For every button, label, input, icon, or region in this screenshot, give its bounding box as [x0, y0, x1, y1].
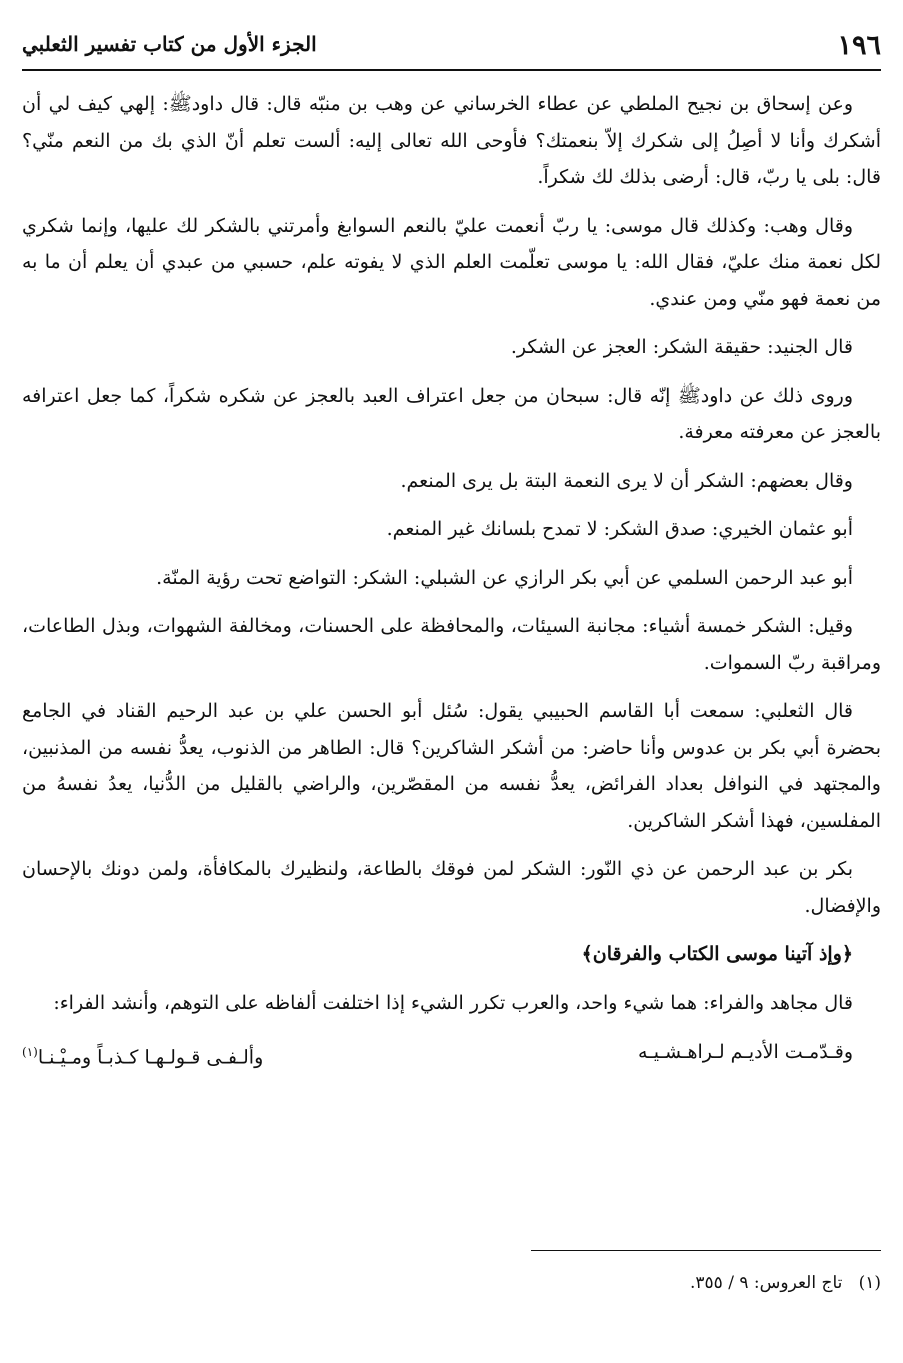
paragraph: بكر بن عبد الرحمن عن ذي النّور: الشكر لمن فوقك بالطاعة، ولنظيرك بالمكافأة، ولمن دونك بالإحسان والإفضال.	[22, 858, 881, 917]
paragraph: قال الثعلبي: سمعت أبا القاسم الحبيبي يقول: سُئل أبو الحسن علي بن عبد الرحيم القناد في الجامع بحضرة أبي بكر بن عدوس وأنا حاضر: من أشكر الشاكرين؟ قال: الطاهر من الذنوب، يعدُّ نفسه من المذنبين، والمجتهد في النوافل بعداد الفرائض، يعدُّ نفسه من المقصّرين، والراضي بالقليل من الدُّنيا، يعدُ نفسهُ من المفلسين، فهذا أشكر الشاكرين.	[22, 700, 881, 832]
footnote-marker: (١)	[22, 1045, 38, 1059]
header-rule	[22, 69, 881, 71]
footnote-rule	[531, 1250, 881, 1251]
paragraph: وقيل: الشكر خمسة أشياء: مجانبة السيئات، والمحافظة على الحسنات، ومخالفة الشهوات، وبذل الطاعات، ومراقبة ربّ السموات.	[22, 615, 881, 674]
paragraph: قال مجاهد والفراء: هما شيء واحد، والعرب تكرر الشيء إذا اختلفت ألفاظه على التوهم، وأنشد الفراء:	[53, 991, 853, 1014]
page-body	[22, 86, 881, 1076]
footnote-text: تاج العروس: ٩ / ٣٥٥.	[689, 1273, 843, 1293]
poem-second-hemistich-text: وألـفـى قـولـهـا كـذبـاً ومـيْـنـا	[37, 1046, 264, 1069]
paragraph: وعن إسحاق بن نجيح الملطي عن عطاء الخرساني عن وهب بن منبّه قال: قال داودﷺ: إلهي كيف لي أن أشكرك وأنا لا أصِلُ إلى شكرك إلاّ بنعمتك؟ فأوحى الله تعالى إليه: ألست تعلم أنّ الذي بك من النعم منّي؟ قال: بلى يا ربّ، قال: أرضى بذلك لك شكراً.	[22, 93, 881, 188]
paragraph: وقال بعضهم: الشكر أن لا يرى النعمة البتة بل يرى المنعم.	[400, 469, 853, 492]
page-header	[22, 30, 881, 68]
paragraph: وروى ذلك عن داودﷺ إنّه قال: سبحان من جعل اعتراف العبد بالعجز عن شكره شكراً، كما جعل اعترافه بالعجز عن معرفته معرفة.	[22, 384, 881, 443]
paragraph: قال الجنيد: حقيقة الشكر: العجز عن الشكر.	[510, 336, 853, 358]
paragraph: أبو عثمان الخيري: صدق الشكر: لا تمدح بلسانك غير المنعم.	[386, 518, 853, 540]
poem-second-hemistich	[22, 1033, 263, 1076]
quran-verse-heading: ﴿وإذ آتينا موسى الكتاب والفرقان﴾	[581, 943, 853, 965]
footnote-number: (١)	[858, 1273, 881, 1293]
footnote	[22, 1268, 881, 1298]
poem-first-hemistich: وقـدّمـت الأديـم لـراهـشـيـه	[637, 1041, 853, 1063]
poem-line	[22, 1033, 881, 1076]
paragraph: أبو عبد الرحمن السلمي عن أبي بكر الرازي عن الشبلي: الشكر: التواضع تحت رؤية المنّة.	[156, 566, 853, 589]
page-number: ١٩٦	[837, 30, 881, 61]
paragraph: وقال وهب: وكذلك قال موسى: يا ربّ أنعمت عليّ بالنعم السوابغ وأمرتني بالشكر لك عليها، وإنما شكري لكل نعمة منك عليّ، فقال الله: يا موسى تعلّمت العلم الذي لا يفوته علم، حسبي من عبدي أن يعلم أن ما به من نعمة فهو منّي ومن عندي.	[22, 214, 881, 310]
running-title: الجزء الأول من كتاب تفسير الثعلبي	[22, 32, 317, 56]
